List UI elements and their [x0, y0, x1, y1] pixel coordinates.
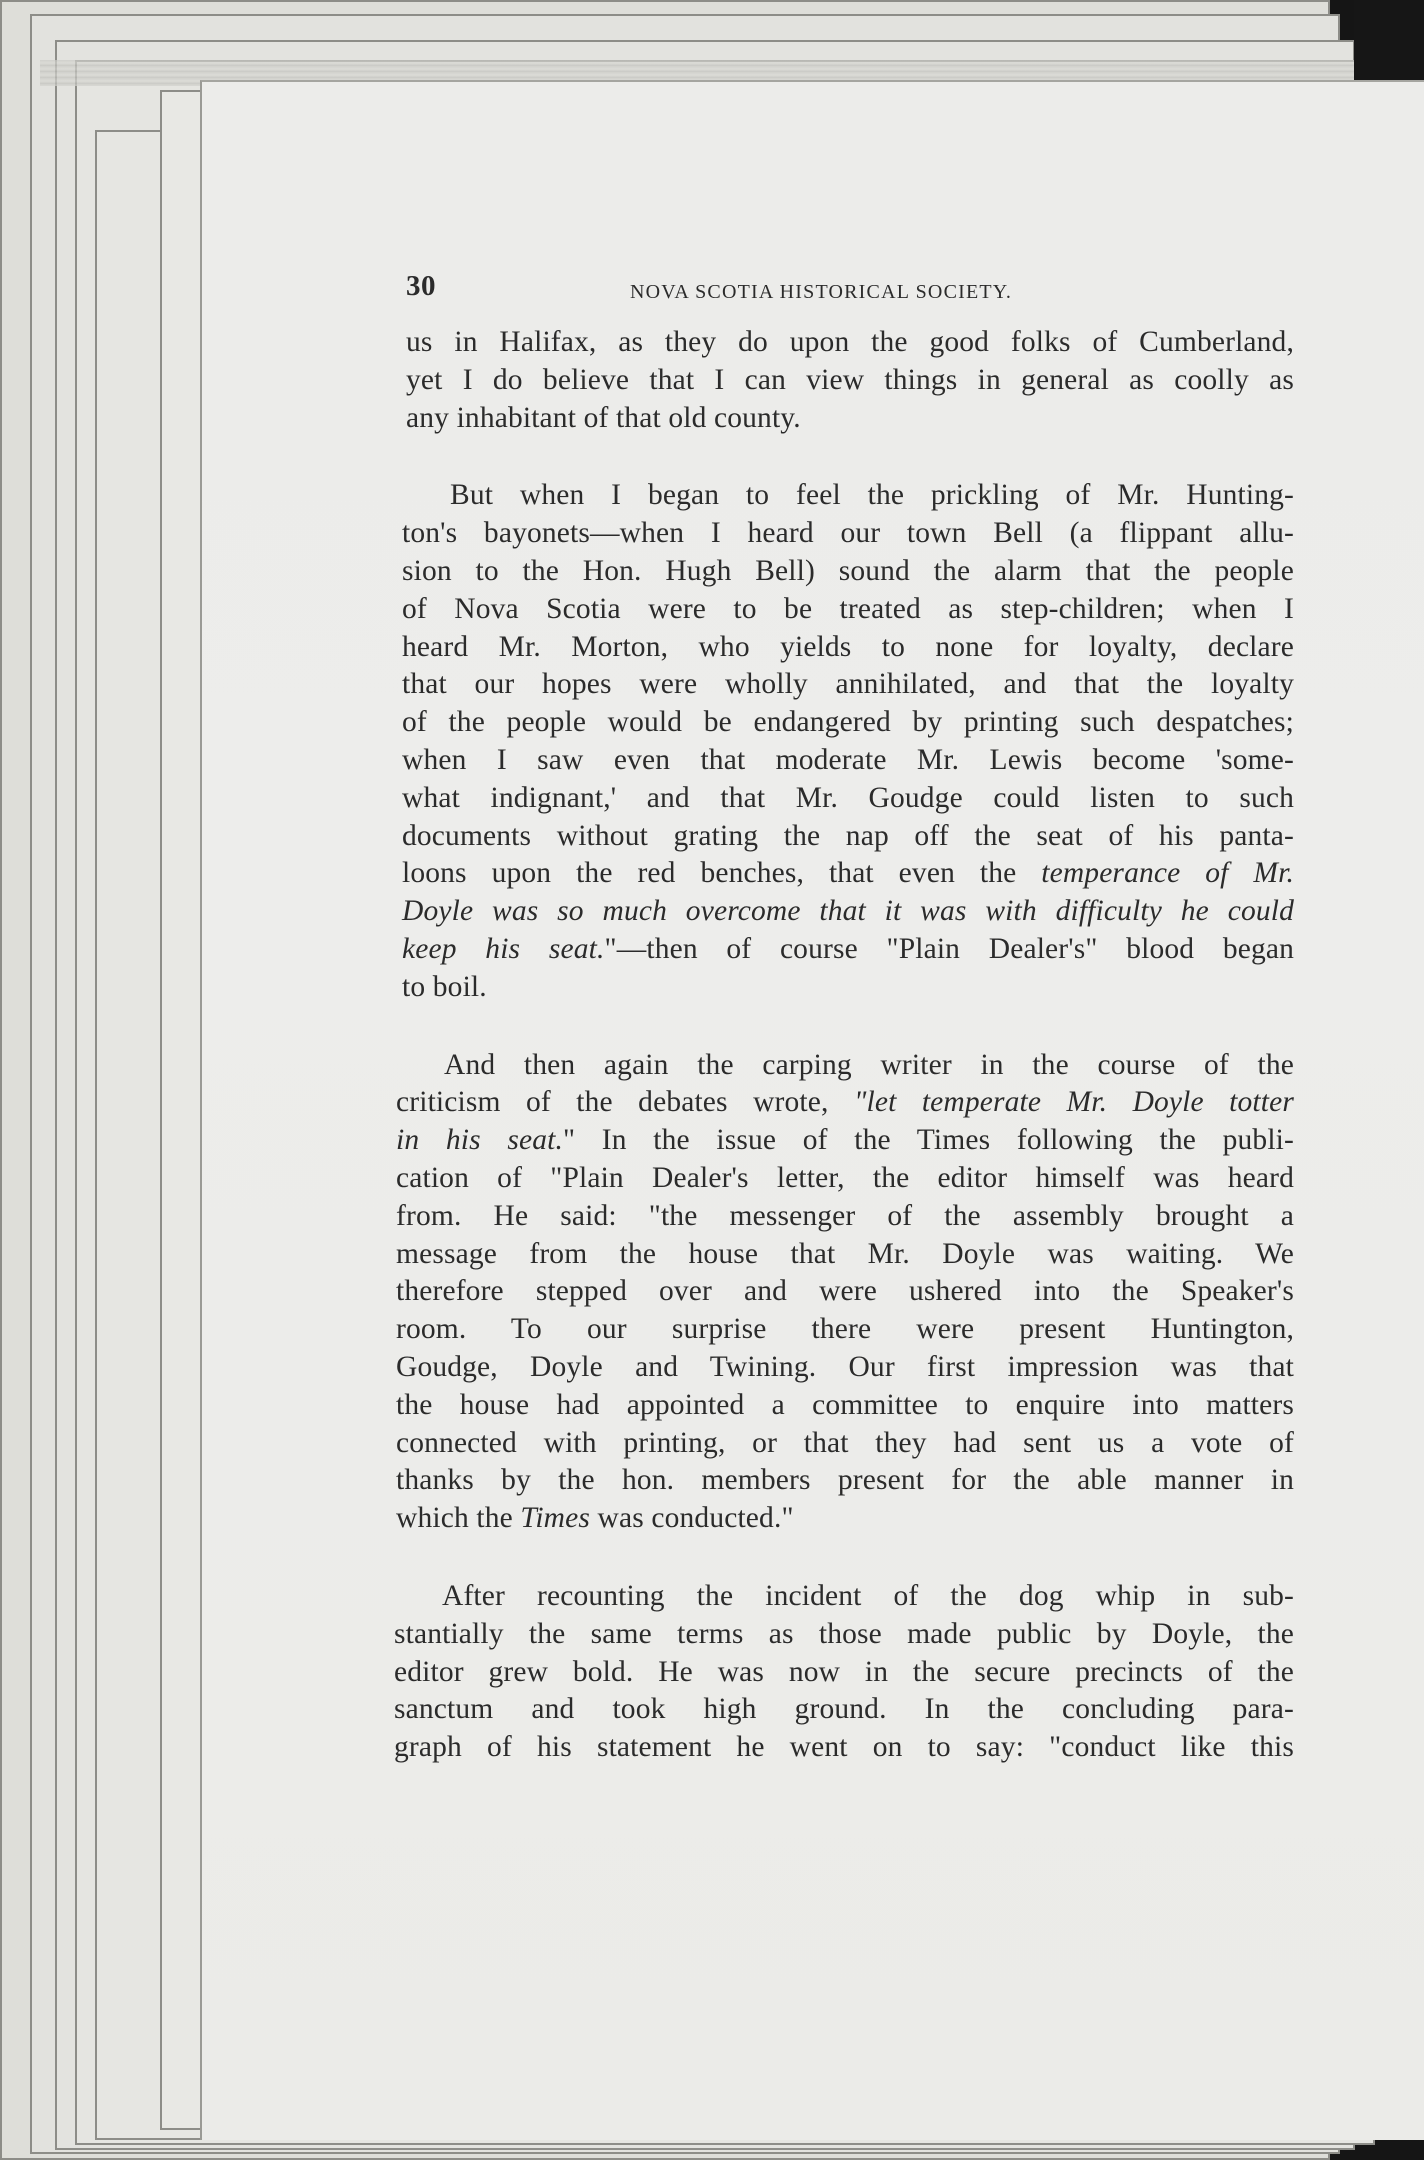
text-line [396, 1500, 1294, 1538]
italic-text: in his seat. [396, 1124, 563, 1157]
text-line: editor grew bold. He was now in the secure precincts of the [394, 1655, 1294, 1688]
text-line: any inhabitant of that old county. [406, 401, 801, 434]
text-line [396, 1084, 1294, 1122]
text-run: was conducted." [590, 1502, 794, 1535]
italic-text: keep his seat. [402, 932, 605, 965]
text-line: sion to the Hon. Hugh Bell) sound the alarm that the people [402, 554, 1294, 587]
italic-text: "let temperate Mr. Doyle totter [853, 1086, 1294, 1119]
text-line: heard Mr. Morton, who yields to none for loyalty, declare [402, 630, 1294, 663]
text-line: message from the house that Mr. Doyle was waiting. We [396, 1237, 1294, 1270]
text-line: ton's bayonets—when I heard our town Bell (a flippant allu- [402, 517, 1294, 550]
text-line: graph of his statement he went on to say: "conduct like this [394, 1731, 1294, 1764]
page-content [394, 270, 1294, 1807]
text-line: when I saw even that moderate Mr. Lewis become 'some- [402, 743, 1294, 776]
text-line: that our hopes were wholly annihilated, and that the loyalty [402, 668, 1294, 701]
text-line: what indignant,' and that Mr. Goudge could listen to such [402, 781, 1294, 814]
running-head [394, 270, 1294, 316]
text-run: "—then of course "Plain Dealer's" blood began [604, 932, 1295, 965]
paragraph-1 [406, 324, 1294, 437]
text-run: which the [396, 1502, 521, 1535]
text-run: " In the issue of the Times following the publi- [563, 1124, 1294, 1157]
text-line: stantially the same terms as those made public by Doyle, the [394, 1617, 1294, 1650]
text-line: the house had appointed a committee to enquire into matters [396, 1388, 1294, 1421]
text-line: thanks by the hon. members present for the able manner in [396, 1464, 1294, 1497]
text-line: sanctum and took high ground. In the concluding para- [394, 1693, 1294, 1726]
text-line [396, 1122, 1294, 1160]
text-run: criticism of the debates wrote, [396, 1086, 854, 1119]
text-line [402, 931, 1294, 969]
text-line: of the people would be endangered by printing such despatches; [402, 706, 1294, 739]
italic-text: Doyle was so much overcome that it was with difficulty he could [402, 895, 1294, 928]
paragraph-3 [396, 1047, 1294, 1538]
text-line [402, 855, 1294, 893]
text-line: therefore stepped over and were ushered into the Speaker's [396, 1275, 1294, 1308]
text-line: And then again the carping writer in the course of the [444, 1048, 1294, 1081]
text-line: us in Halifax, as they do upon the good folks of Cumberland, [406, 326, 1294, 358]
italic-text: Times [520, 1502, 590, 1535]
text-line [402, 893, 1294, 931]
text-line: room. To our surprise there were present Huntington, [396, 1313, 1294, 1346]
text-line: After recounting the incident of the dog whip in sub- [442, 1579, 1294, 1612]
paragraph-2 [402, 477, 1294, 1006]
text-line: But when I began to feel the prickling of Mr. Hunting- [450, 479, 1294, 512]
italic-text: temperance of Mr. [1041, 857, 1295, 890]
text-line: of Nova Scotia were to be treated as step-children; when I [402, 592, 1294, 625]
text-line: Goudge, Doyle and Twining. Our first impression was that [396, 1350, 1294, 1383]
text-line: yet I do believe that I can view things in general as coolly as [406, 363, 1294, 396]
text-line: from. He said: "the messenger of the assembly brought a [396, 1199, 1294, 1232]
running-head-title: NOVA SCOTIA HISTORICAL SOCIETY. [630, 281, 1013, 303]
text-line: to boil. [402, 970, 487, 1003]
paragraph-4 [394, 1578, 1294, 1767]
text-line: connected with printing, or that they had sent us a vote of [396, 1426, 1294, 1459]
text-line: cation of "Plain Dealer's letter, the editor himself was heard [396, 1161, 1294, 1194]
page-number: 30 [406, 270, 436, 302]
text-line: documents without grating the nap off the seat of his panta- [402, 819, 1294, 852]
text-run: loons upon the red benches, that even the [402, 857, 1042, 890]
